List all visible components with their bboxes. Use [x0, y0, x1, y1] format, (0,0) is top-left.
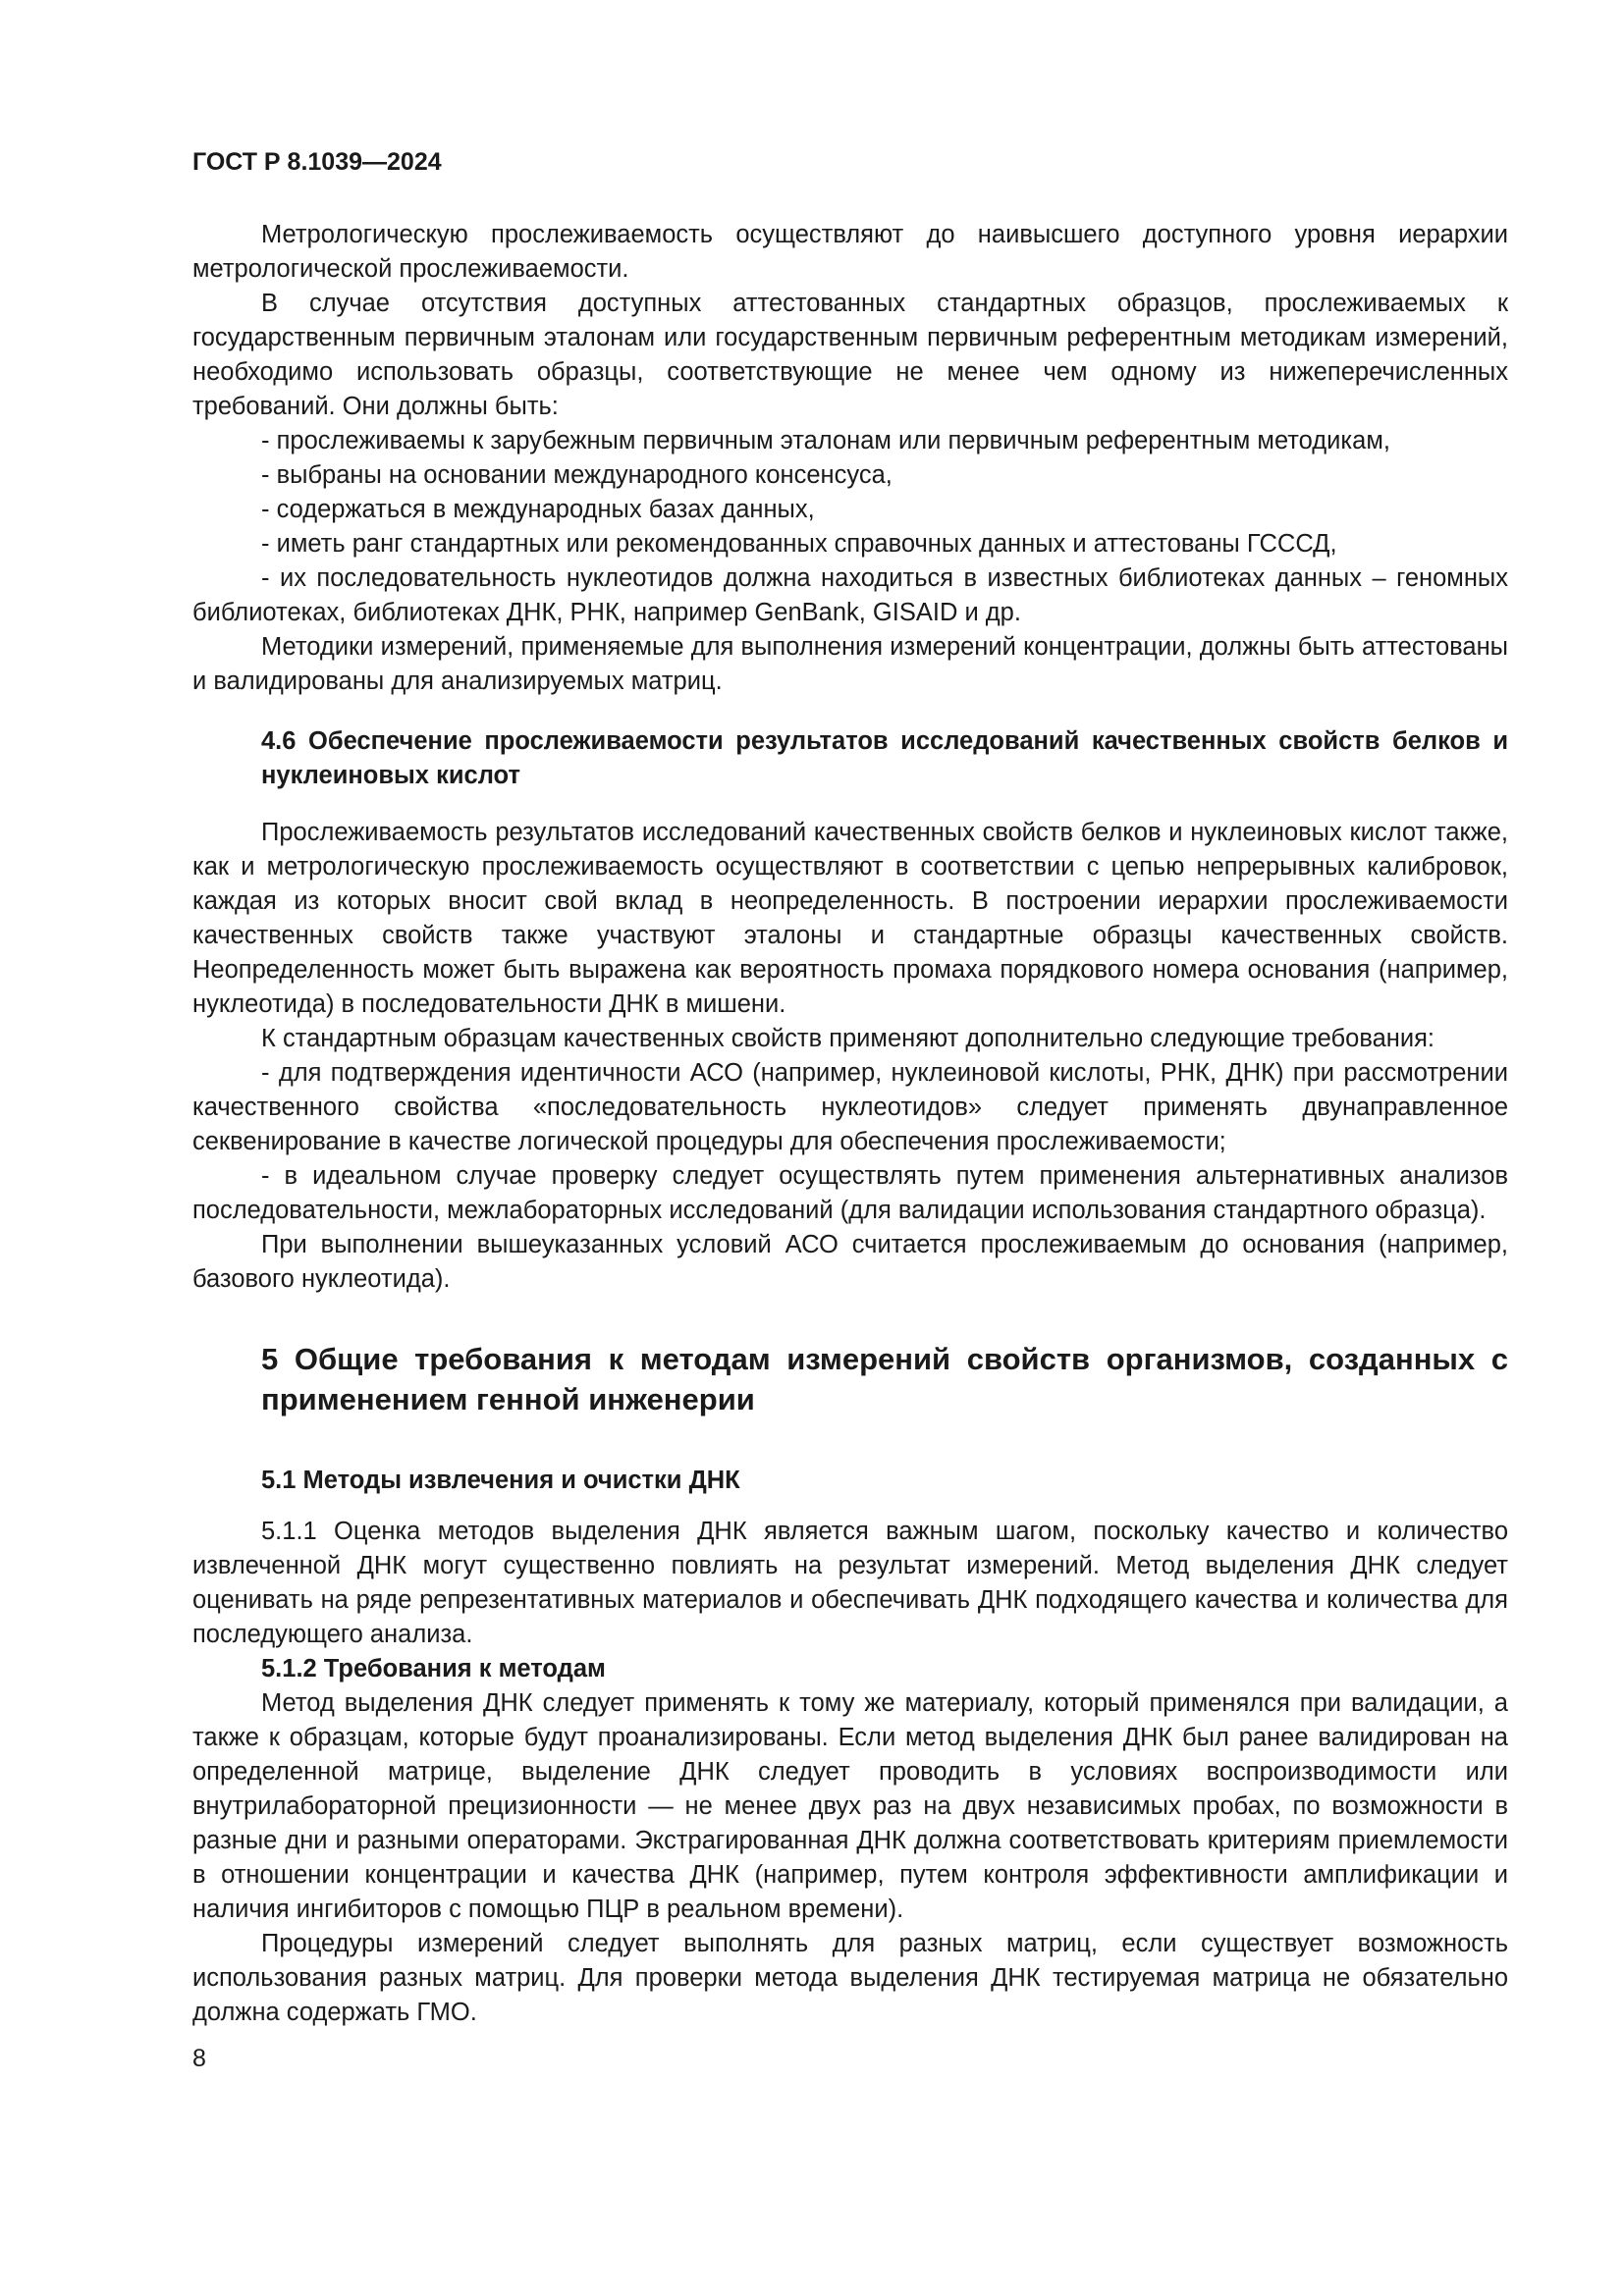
subsection-heading-5-1: 5.1 Методы извлечения и очистки ДНК	[261, 1467, 740, 1494]
paragraph: Прослеживаемость результатов исследований качественных свойств белков и нуклеиновых кислот также, как и метрологическую прослеживаемость осуществляют в соответствии с цепью непрерывных калибровок, каждая из которых вносит свой вклад в неопределенность. В построении иерархии прослеживаемости качественных свойств также участвуют эталоны и стандартные образцы качественных свойств. Неопределенность может быть выражена как вероятность промаха порядкового номера основания (например, нуклеотида) в последовательности ДНК в мишени.	[192, 819, 1508, 1018]
paragraph: К стандартным образцам качественных свойств применяют дополнительно следующие требования:	[261, 1025, 1435, 1052]
standard-header: ГОСТ Р 8.1039—2024	[192, 148, 442, 176]
paragraph: В случае отсутствия доступных аттестованных стандартных образцов, прослеживаемых к государственным первичным эталонам или государственным первичным референтным методикам измерений, необходимо использовать образцы, соответствующие не менее чем одному из нижеперечисленных требований. Они должны быть:	[192, 290, 1508, 420]
list-item: - для подтверждения идентичности АСО (например, нуклеиновой кислоты, РНК, ДНК) при рассмотрении качественного свойства «последовательность нуклеотидов» следует применять двунаправленное секвенирование в качестве логической процедуры для обеспечения прослеживаемости;	[192, 1059, 1508, 1155]
subsection-heading-5-1-2: 5.1.2 Требования к методам	[261, 1655, 606, 1682]
paragraph: Процедуры измерений следует выполнять для разных матриц, если существует возможность использования разных матриц. Для проверки метода выделения ДНК тестируемая матрица не обязательно должна содержать ГМО.	[192, 1930, 1508, 2026]
page-number: 8	[192, 2045, 206, 2072]
list-item: - содержаться в международных базах данных,	[261, 496, 815, 523]
list-item: - иметь ранг стандартных или рекомендованных справочных данных и аттестованы ГСССД,	[261, 530, 1337, 558]
section-heading-4-6: 4.6 Обеспечение прослеживаемости результатов исследований качественных свойств белков и нуклеиновых кислот	[261, 727, 1508, 789]
paragraph: Метрологическую прослеживаемость осуществляют до наивысшего доступного уровня иерархии метрологической прослеживаемости.	[192, 221, 1508, 283]
paragraph: При выполнении вышеуказанных условий АСО считается прослеживаемым до основания (например, базового нуклеотида).	[192, 1231, 1508, 1293]
paragraph: Методики измерений, применяемые для выполнения измерений концентрации, должны быть аттестованы и валидированы для анализируемых матриц.	[192, 633, 1508, 695]
list-item: - прослеживаемы к зарубежным первичным эталонам или первичным референтным методикам,	[261, 427, 1390, 454]
paragraph: 5.1.1 Оценка методов выделения ДНК является важным шагом, поскольку качество и количество извлеченной ДНК могут существенно повлиять на результат измерений. Метод выделения ДНК следует оценивать на ряде репрезентативных материалов и обеспечивать ДНК подходящего качества и количества для последующего анализа.	[192, 1518, 1508, 1648]
list-item: - их последовательность нуклеотидов должна находиться в известных библиотеках данных – геномных библиотеках, библиотеках ДНК, РНК, например GenBank, GISAID и др.	[192, 564, 1508, 626]
section-heading-5: 5 Общие требования к методам измерений свойств организмов, созданных с применением генной инженерии	[261, 1342, 1508, 1416]
page-content	[192, 147, 1508, 2073]
list-item: - выбраны на основании международного консенсуса,	[261, 461, 893, 489]
list-item: - в идеальном случае проверку следует осуществлять путем применения альтернативных анализов последовательности, межлабораторных исследований (для валидации использования стандартного образца).	[192, 1162, 1508, 1224]
paragraph: Метод выделения ДНК следует применять к тому же материалу, который применялся при валидации, а также к образцам, которые будут проанализированы. Если метод выделения ДНК был ранее валидирован на определенной матрице, выделение ДНК следует проводить в условиях воспроизводимости или внутрилабораторной прецизионности — не менее двух раз на двух независимых пробах, по возможности в разные дни и разными операторами. Экстрагированная ДНК должна соответствовать критериям приемлемости в отношении концентрации и качества ДНК (например, путем контроля эффективности амплификации и наличия ингибиторов с помощью ПЦР в реальном времени).	[192, 1689, 1508, 1923]
